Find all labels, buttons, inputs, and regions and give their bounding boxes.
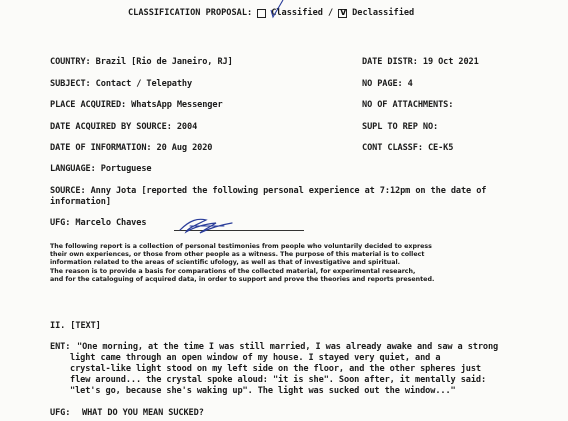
ent-line: "One morning, at the time I was still married, I was already awake and saw a strong [77,342,499,352]
classification-label: CLASSIFICATION PROPOSAL: [128,8,253,18]
intro-line: and for the cataloguing of acquired data, in order to support and prove the theories and reports presented. [50,275,435,283]
handwritten-signature-icon [176,214,236,236]
date-distr-field: DATE DISTR: 19 Oct 2021 [362,57,479,67]
no-page-field: NO PAGE: 4 [362,79,413,89]
intro-paragraph [50,243,530,284]
ent-line: crystal-like light stood on my left side on the floor, and the other spheres just [70,364,481,374]
ent-line: "let's go, because she's waking up". The light was sucked out the window..." [70,386,456,396]
intro-line: information related to the areas of scientific ufology, as well as that of investigative and spiritual. [50,259,401,267]
intro-line: The reason is to provide a basis for comparations of the collected material, for experimental research, [50,267,416,275]
place-acquired-field: PLACE ACQUIRED: WhatsApp Messenger [50,100,223,110]
ent-line: light came through an open window of my house. I stayed very quiet, and a [70,353,441,363]
no-of-attachments-field: NO OF ATTACHMENTS: [362,100,454,110]
intro-line: their own experiences, or those from other people as a witness. The purpose of this material is to collect [50,251,425,259]
language-field: LANGUAGE: Portuguese [50,164,152,174]
pen-check-mark-icon [249,0,289,24]
ufg-question: WHAT DO YOU MEAN SUCKED? [82,408,204,418]
intro-line: The following report is a collection of personal testimonies from people who voluntarily decided to express [50,243,432,250]
ufg-question-label: UFG: [50,408,71,418]
classified-option-label: Classified [271,8,323,18]
declassified-checkbox[interactable] [338,9,347,18]
subject-field: SUBJECT: Contact / Telepathy [50,79,193,89]
source-field-line1: SOURCE: Anny Jota [reported the following personal experience at 7:12pm on the date of [50,186,487,196]
section-heading: II. [TEXT] [50,321,101,331]
supl-to-rep-field: SUPL TO REP NO: [362,122,439,132]
declassified-option-label: Declassified [352,8,415,18]
ent-label: ENT: [50,342,71,352]
date-of-information-field: DATE OF INFORMATION: 20 Aug 2020 [50,143,213,153]
ufg-field: UFG: Marcelo Chaves [50,218,147,228]
ent-line: flew around... the crystal spoke aloud: "it is she". Soon after, it mentally said: [70,375,487,385]
source-field-line2: information] [50,197,111,207]
country-field: COUNTRY: Brazil [Rio de Janeiro, RJ] [50,57,233,67]
option-separator: / [327,8,334,18]
cont-classf-field: CONT CLASSF: CE-K5 [362,143,454,153]
date-acquired-field: DATE ACQUIRED BY SOURCE: 2004 [50,122,198,132]
